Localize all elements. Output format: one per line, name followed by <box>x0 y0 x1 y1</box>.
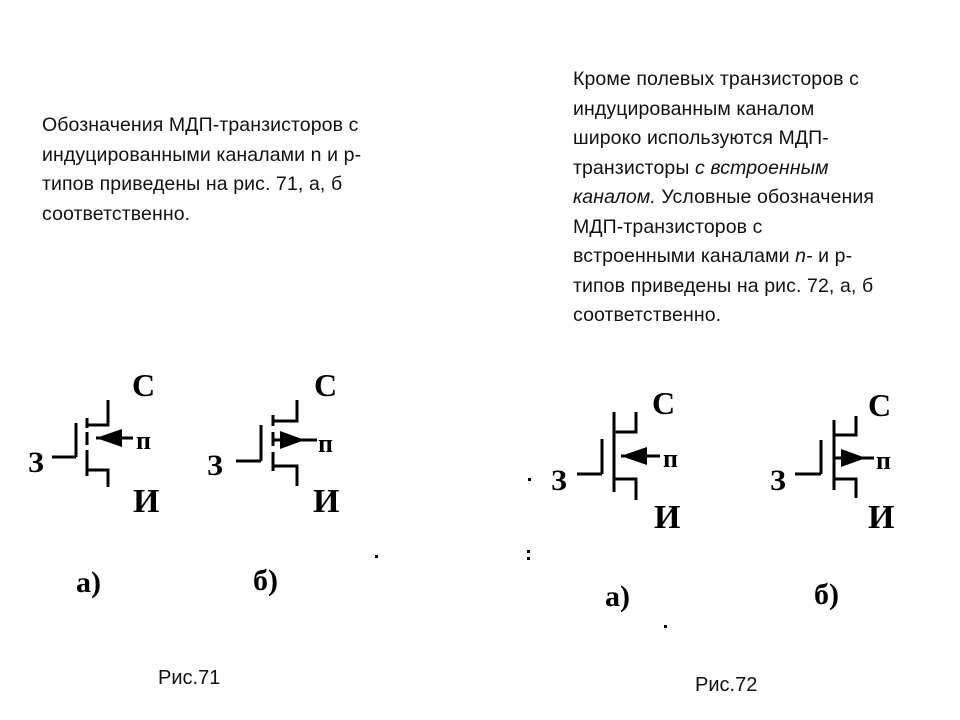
figure72-caption: Рис.72 <box>695 674 758 696</box>
fig71a-drain-label: С <box>132 367 156 403</box>
speckle-4 <box>527 557 530 560</box>
right-line-5-part-b: Условные обозначения <box>655 186 875 208</box>
speckle-1 <box>375 555 378 558</box>
speckle-5 <box>664 625 667 628</box>
right-line-7-italic: n- <box>795 245 813 267</box>
fig71b-sublabel: б) <box>253 564 278 597</box>
speckle-3 <box>527 550 530 553</box>
fig72b-gate-label: З <box>770 464 786 497</box>
fig71a-arrow-icon <box>96 429 122 447</box>
fig72b-source-lead <box>834 479 856 498</box>
fig72a-source-label: И <box>654 499 681 536</box>
right-line-5-italic: каналом. <box>573 186 656 208</box>
fig72b-drain-lead <box>834 416 856 435</box>
fig71b-drain-lead <box>273 400 297 421</box>
fig71a-drain-lead <box>87 400 108 425</box>
fig71a-sublabel: а) <box>76 566 101 599</box>
right-line-4-part-a: транзисторы <box>573 156 696 179</box>
fig71a-source-label: И <box>133 483 160 520</box>
fig72a-symbol <box>577 412 660 500</box>
left-line-1: Обозначения МДП-транзисторов с <box>42 114 359 136</box>
left-line-2: индуцированными каналами n и р- <box>42 143 362 166</box>
fig72a-source-lead <box>614 479 636 500</box>
fig71b-substrate-label: п <box>318 429 333 458</box>
fig71a-gate-label: З <box>28 446 44 479</box>
right-line-9: соответственно. <box>573 304 722 326</box>
right-line-2: индуцированным каналом <box>573 97 815 120</box>
fig71b-symbol <box>236 400 317 486</box>
right-line-1: Кроме полевых транзисторов с <box>573 68 860 90</box>
fig72b-substrate-label: п <box>876 446 891 475</box>
fig72a-substrate-label: п <box>663 444 678 473</box>
fig71b-arrow-icon <box>280 431 305 449</box>
fig72b-sublabel: б) <box>814 578 839 611</box>
right-line-4-italic: с встроенным <box>695 156 829 179</box>
fig72a-drain-lead <box>614 412 636 432</box>
fig72b-arrow-icon <box>841 449 866 467</box>
fig71b-gate-label: З <box>207 449 223 482</box>
fig72a-drain-label: С <box>652 385 676 421</box>
fig71b-drain-label: С <box>314 367 338 403</box>
right-line-7-part-a: встроенными каналами <box>573 245 796 267</box>
fig72b-source-label: И <box>868 499 895 536</box>
fig72a-sublabel: а) <box>605 580 630 613</box>
fig72a-gate-label: З <box>551 464 567 497</box>
figure71-caption: Рис.71 <box>158 667 221 689</box>
left-line-3: типов приведены на рис. 71, а, б <box>42 173 343 195</box>
left-line-4: соответственно. <box>42 202 191 225</box>
right-line-8: типов приведены на рис. 72, а, б <box>573 274 874 297</box>
right-line-7-part-c: и р- <box>812 245 853 267</box>
speckle-2 <box>528 478 531 481</box>
right-line-6: МДП-транзисторов с <box>573 215 763 238</box>
fig71a-source-lead <box>87 470 108 487</box>
fig72b-drain-label: С <box>868 387 892 423</box>
fig72a-arrow-icon <box>621 447 647 465</box>
right-line-3: широко используются МДП- <box>573 127 829 149</box>
fig71a-substrate-label: п <box>136 426 151 455</box>
fig71b-source-label: И <box>313 483 340 520</box>
fig71b-source-lead <box>273 466 297 486</box>
